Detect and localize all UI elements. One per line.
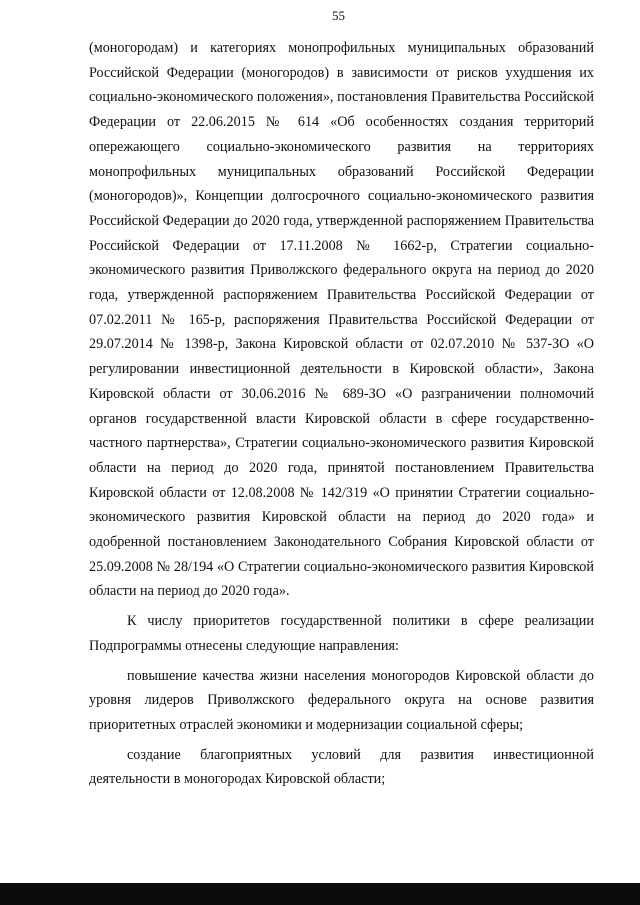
paragraph-priorities-intro: К числу приоритетов государственной политики в сфере реализации Подпрограммы отнесены следующие направления: xyxy=(89,613,594,654)
page-number: 55 xyxy=(332,8,345,23)
paragraph-priority-investment: создание благоприятных условий для развития инвестиционной деятельности в моногородах Кировской области; xyxy=(89,746,594,788)
paragraph-legal-references: (моногородам) и категориях монопрофильных муниципальных образований Российской Федерации (моногородов) в зависимости от рисков ухудшения их социально-экономического положения», постановления Правительства Российской Федерации от 22.06.2015 № 614 «Об особенностях создания территорий опережающего социально-экономического развития на территориях монопрофильных муниципальных образований Российской Федерации (моногородов)», Концепции долгосрочного социально-экономического развития Российской Федерации до 2020 года, утвержденной распоряжением Правительства Российской Федерации от 17.11.2008 № 1662-р, Стратегии социально-экономического развития Приволжского федерального округа на период до 2020 года, утвержденной распоряжением Правительства Российской Федерации от 07.02.2011 № 165-р, распоряжения Правительства Российской Федерации от 29.07.2014 № 1398-р, Закона Кировской области от 02.07.2010 № 537-ЗО «О регулировании инвестиционной деятельности в Кировской области», Закона Кировской области от 30.06.2016 № 689-ЗО «О разграничении полномочий органов государственной власти Кировской области в сфере государственно-частного партнерства», Стратегии социально-экономического развития Кировской области на период до 2020 года, принятой постановлением Правительства Кировской области от 12.08.2008 № 142/319 «О принятии Стратегии социально-экономического развития Кировской области на период до 2020 года» и одобренной постановлением Законодательного Собрания Кировской области от 25.09.2008 № 28/194 «О Стратегии социально-экономического развития Кировской области на период до 2020 года». xyxy=(89,40,594,600)
paragraph-priority-quality-of-life: повышение качества жизни населения моногородов Кировской области до уровня лидеров Приволжского федерального округа на основе развития приоритетных отраслей экономики и модернизации социальной сферы; xyxy=(89,667,594,733)
scan-bottom-edge xyxy=(0,883,640,905)
document-body xyxy=(89,36,594,792)
